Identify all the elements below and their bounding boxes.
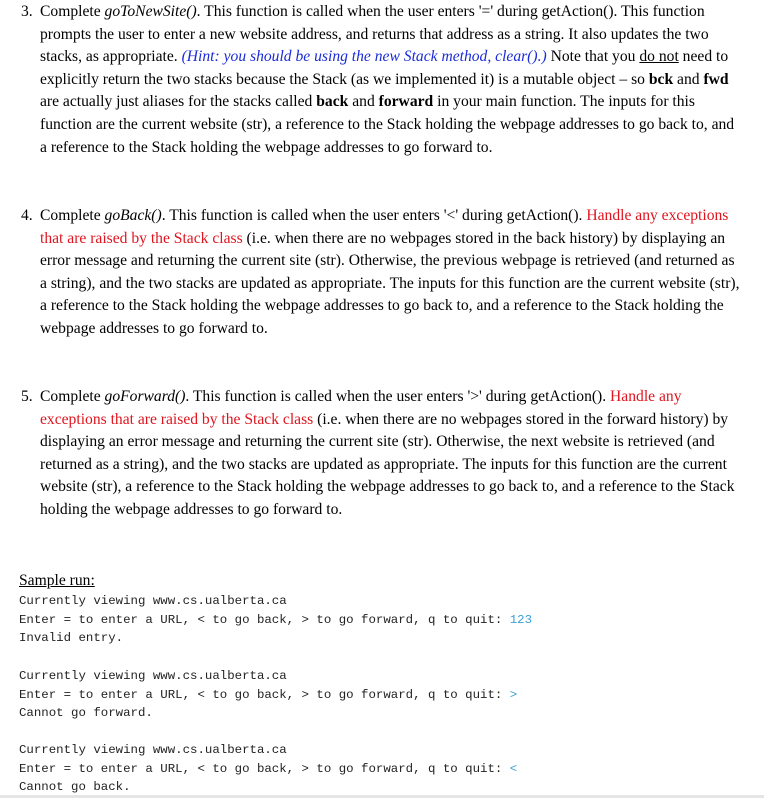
console-run-3: Currently viewing www.cs.ualberta.ca Enter = to enter a URL, < to go back, > to go forward, q to quit: < Cannot go back. [19, 743, 518, 795]
item-text: Complete goToNewSite(). This function is called when the user enters '=' during getAction(). This function prompts the user to enter a new website address, and returns that address as a string. It also updates the two stacks, as appropriate. (Hint: you should be using the new Stack method, clear().) Note that you do not need to explicitly return the two stacks because the Stack (as we implemented it) is a mutable object – so bck and fwd are actually just aliases for the stacks called back and forward in your main function. The inputs for this function are the current website (str), a reference to the Stack holding the webpage addresses to go back to, and a reference to the Stack holding the webpage addresses to go forward to. [40, 3, 735, 156]
instruction-item-5 [21, 386, 741, 522]
instruction-item-4 [21, 205, 741, 341]
item-text: Complete goBack(). This function is called when the user enters '<' during getAction(). Handle any exceptions that are raised by the Stack class (i.e. when there are no webpages stored in the back history) by displaying an error message and returning the current site (str). Otherwise, the previous webpage is retrieved (and returned as a string), and the two stacks are updated as appropriate. The inputs for this function are the current website (str), a reference to the Stack holding the webpage addresses to go back to, and a reference to the Stack holding the webpage addresses to go forward to. [40, 207, 740, 337]
function-name: goToNewSite() [104, 3, 197, 20]
console-run-2: Currently viewing www.cs.ualberta.ca Enter = to enter a URL, < to go back, > to go forward, q to quit: > Cannot go forward. [19, 669, 518, 721]
hint-text: (Hint: you should be using the new Stack method, clear().) [181, 48, 547, 66]
instruction-item-3 [21, 1, 741, 159]
function-name: goForward() [104, 388, 186, 405]
item-text: Complete goForward(). This function is called when the user enters '>' during getAction(). Handle any exceptions that are raised by the Stack class (i.e. when there are no webpages stored in the forward history) by displaying an error message and returning the current site (str). Otherwise, the next website is retrieved (and returned as a string), and the two stacks are updated as appropriate. The inputs for this function are the current website (str), a reference to the Stack holding the webpage addresses to go back to, and a reference to the Stack holding the webpage addresses to go forward to. [40, 388, 735, 518]
exception-note: Handle any exceptions that are raised by the Stack class [40, 388, 682, 428]
exception-note: Handle any exceptions that are raised by the Stack class [40, 207, 729, 247]
item-number: 3. [21, 3, 33, 20]
console-run-1: Currently viewing www.cs.ualberta.ca Enter = to enter a URL, < to go back, > to go forward, q to quit: 123 Invalid entry. [19, 594, 533, 646]
function-name: goBack() [104, 207, 162, 224]
item-number: 5. [21, 388, 33, 405]
item-number: 4. [21, 207, 33, 224]
console-input: 123 [509, 612, 533, 627]
sample-run-title: Sample run: [19, 572, 95, 589]
console-input: > [509, 687, 518, 702]
console-input: < [509, 761, 518, 776]
